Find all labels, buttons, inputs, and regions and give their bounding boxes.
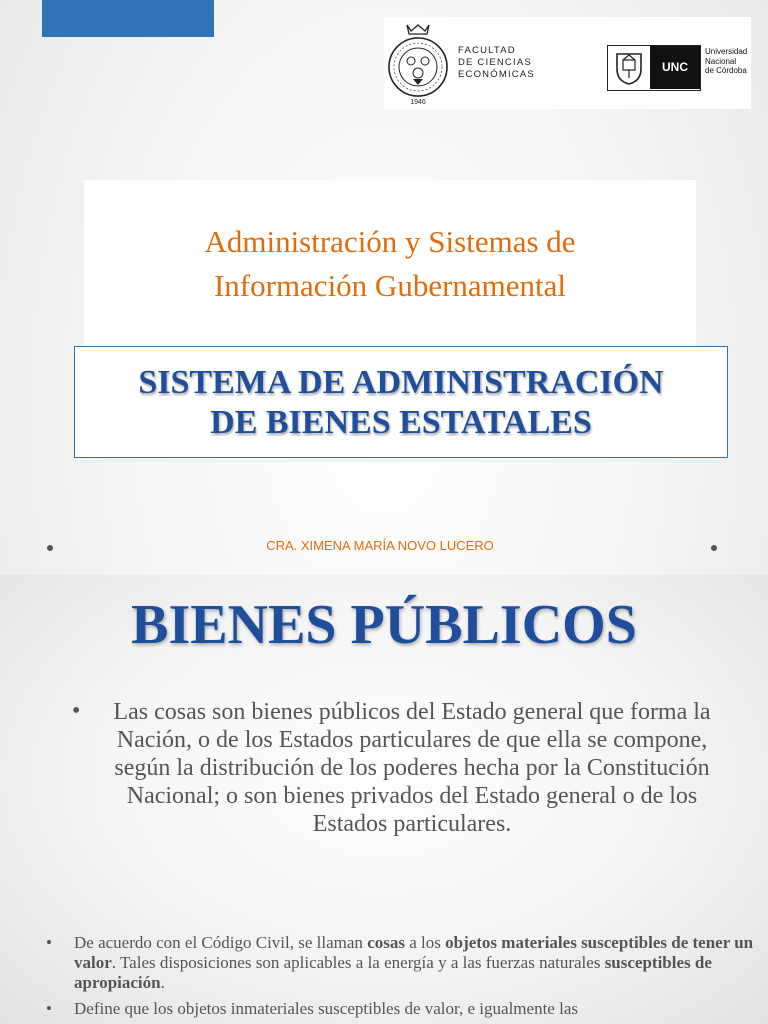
course-title-line-1: Administración y Sistemas de: [204, 224, 576, 259]
sub-bullet-1-part-2: cosas: [367, 933, 405, 952]
unc-name-line-2: Nacional: [705, 56, 737, 66]
title-box: [84, 180, 696, 346]
fce-name: [458, 45, 535, 81]
logos-header: [384, 17, 751, 109]
sub-bullet-1-part-5: . Tales disposiciones son aplicables a la energía y a las fuerzas naturales: [111, 953, 605, 972]
bullet-icon: •: [46, 933, 52, 952]
sub-bullet-1-part-7: .: [160, 973, 165, 992]
fce-seal-year: 1946: [410, 99, 426, 106]
unc-crest-icon: [614, 51, 644, 85]
topic-title: [75, 363, 727, 443]
unc-name-line-3: de Córdoba: [705, 66, 747, 75]
sub-bullet-1-part-3: a los: [404, 933, 446, 952]
unc-name: [705, 47, 747, 76]
unc-name-line-1: Universidad: [705, 47, 748, 56]
sub-bullet-2: [46, 999, 756, 1019]
main-bullet: [72, 698, 732, 838]
course-title-line-2: Información Gubernamental: [213, 268, 567, 303]
fce-line-2: DE CIENCIAS: [458, 57, 532, 68]
topic-title-line-1: SISTEMA DE ADMINISTRACIÓN: [138, 364, 664, 401]
sub-bullet-2-part-1: Define que los objetos inmateriales susceptibles de valor, e igualmente las: [74, 999, 578, 1018]
bullet-icon: •: [72, 698, 81, 724]
fce-seal-icon: [387, 19, 449, 107]
sub-bullet-1-part-6: susceptibles de apropiación: [74, 953, 712, 992]
author-name: CRA. XIMENA MARÍA NOVO LUCERO: [266, 538, 494, 553]
content-slide: [0, 575, 768, 1024]
main-bullet-text: Las cosas son bienes públicos del Estado general que forma la Nación, o de los Estados particulares de que ella se compone, según la distribución de los poderes hecha por la Constitución Nacional; o son bienes privados del Estado general o de los Estados particulares.: [113, 699, 711, 837]
sub-bullet-1-part-1: De acuerdo con el Código Civil, se llaman: [74, 933, 368, 952]
sub-bullet-list: [46, 933, 756, 1024]
fce-line-3: ECONÓMICAS: [458, 69, 535, 80]
accent-tab: [42, 0, 214, 37]
sub-bullet-1: [46, 933, 756, 993]
topic-title-line-2: DE BIENES ESTATALES: [210, 404, 592, 441]
bullet-icon: •: [46, 999, 52, 1018]
subtitle-box: [74, 346, 728, 458]
bullet-dot-right-icon: [711, 545, 717, 551]
fce-line-1: FACULTAD: [458, 45, 516, 56]
sub-bullet-1-part-4: objetos materiales susceptibles de tener un valor: [74, 933, 754, 972]
course-title: [84, 220, 696, 308]
unc-abbrev: UNC: [650, 46, 700, 89]
slide-heading: BIENES PÚBLICOS: [131, 594, 637, 656]
unc-logo: [607, 45, 701, 91]
